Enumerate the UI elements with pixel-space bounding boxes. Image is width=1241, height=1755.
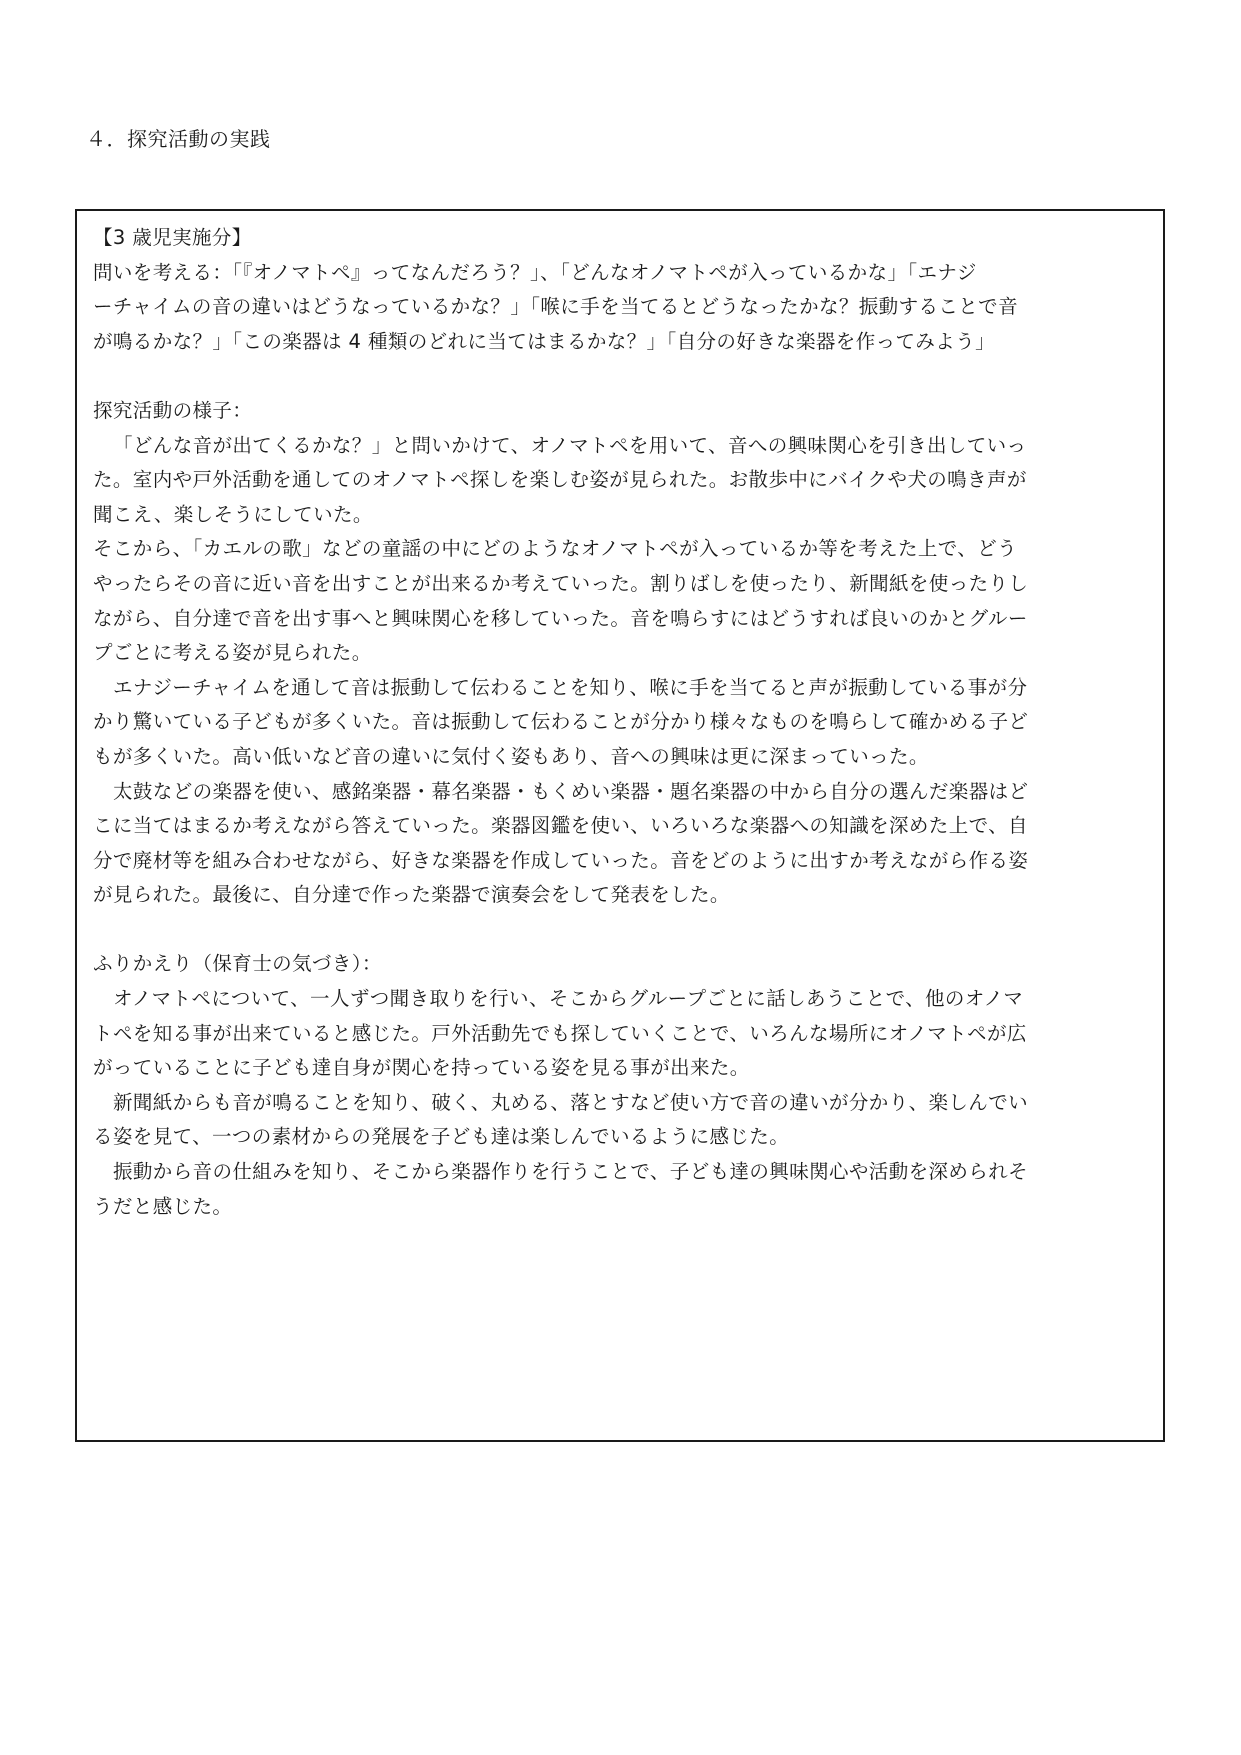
- activity-line-1: 「どんな音が出てくるかな？」と問いかけて、オノマトペを用いて、音への興味関心を引き出していっ: [113, 433, 1027, 457]
- reflection-line-3: がっていることに子ども達自身が関心を持っている姿を見る事が出来た。: [93, 1056, 750, 1080]
- activity-line-10: もが多くいた。高い低いなど音の違いに気付く姿もあり、音への興味は更に深まっていった。: [93, 744, 929, 768]
- reflection-line-7: うだと感じた。: [93, 1194, 233, 1218]
- box-content: [93, 221, 1148, 1224]
- activity-line-14: が見られた。最後に、自分達で作った楽器で演奏会をして発表をした。: [93, 883, 730, 907]
- activity-line-8: エナジーチャイムを通して音は振動して伝わることを知り、喉に手を当てると声が振動している事が分: [113, 675, 1028, 699]
- questions-line-3: が鳴るかな？」「この楽器は 4 種類のどれに当てはまるかな？」「自分の好きな楽器を作ってみよう」: [93, 329, 996, 353]
- reflection-line-6: 振動から音の仕組みを知り、そこから楽器作りを行うことで、子ども達の興味関心や活動を深められそ: [113, 1160, 1029, 1184]
- questions-line-1: 問いを考える：「『オノマトペ』ってなんだろう？」、「どんなオノマトペが入っているかな」「エナジ: [93, 260, 977, 284]
- activity-line-2: た。室内や戸外活動を通してのオノマトペ探しを楽しむ姿が見られた。お散歩中にバイクや犬の鳴き声が: [93, 468, 1027, 492]
- activity-line-13: 分で廃材等を組み合わせながら、好きな楽器を作成していった。音をどのように出すか考えながら作る姿: [93, 848, 1029, 872]
- activity-line-5: やったらその音に近い音を出すことが出来るか考えていった。割りばしを使ったり、新聞紙を使ったりし: [93, 571, 1029, 595]
- questions-line-2: ーチャイムの音の違いはどうなっているかな？」「喉に手を当てるとどうなったかな？振動することで音: [93, 295, 1018, 319]
- activity-heading: 探究活動の様子：: [93, 398, 253, 422]
- activity-line-6: ながら、自分達で音を出す事へと興味関心を移していった。音を鳴らすにはどうすれば良いのかとグルー: [93, 606, 1028, 630]
- reflection-line-1: オノマトペについて、一人ずつ聞き取りを行い、そこからグループごとに話しあうことで、他のオノマ: [113, 987, 1024, 1011]
- activity-line-3: 聞こえ、楽しそうにしていた。: [93, 502, 373, 526]
- activity-line-7: プごとに考える姿が見られた。: [93, 641, 372, 665]
- reflection-line-4: 新聞紙からも音が鳴ることを知り、破く、丸める、落とすなど使い方で音の違いが分かり、楽しんでい: [113, 1090, 1029, 1114]
- reflection-line-5: る姿を見て、一つの素材からの発展を子ども達は楽しんでいるように感じた。: [93, 1125, 790, 1149]
- reflection-line-2: トペを知る事が出来ていると感じた。戸外活動先でも探していくことで、いろんな場所にオノマトペが広: [93, 1021, 1027, 1045]
- activity-line-11: 太鼓などの楽器を使い、感銘楽器・幕名楽器・もくめい楽器・題名楽器の中から自分の選んだ楽器はど: [113, 779, 1029, 803]
- content-box: [75, 209, 1165, 1442]
- spacer: [93, 359, 1148, 394]
- spacer: [93, 913, 1148, 948]
- reflection-heading: ふりかえり（保育士の気づき）：: [93, 952, 382, 976]
- section-heading: ４．探究活動の実践: [86, 127, 271, 151]
- activity-line-4: そこから、「カエルの歌」などの童謡の中にどのようなオノマトペが入っているか等を考えた上で、どう: [93, 537, 1017, 561]
- activity-line-12: こに当てはまるか考えながら答えていった。楽器図鑑を使い、いろいろな楽器への知識を深めた上で、自: [93, 814, 1028, 838]
- activity-line-9: かり驚いている子どもが多くいた。音は振動して伝わることが分かり様々なものを鳴らして確かめる子ど: [93, 710, 1029, 734]
- grade-title: 【3 歳児実施分】: [93, 226, 252, 249]
